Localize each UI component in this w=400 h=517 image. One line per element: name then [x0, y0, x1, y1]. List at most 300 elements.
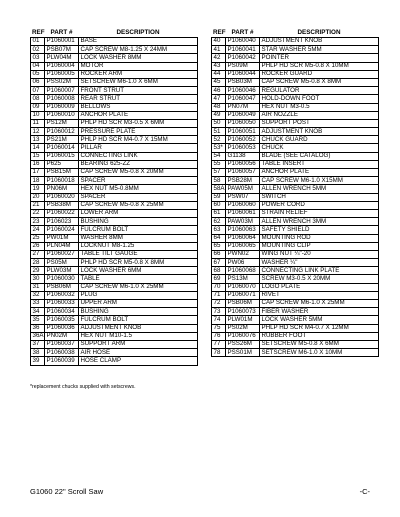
- part-number-cell: P106023: [45, 218, 79, 226]
- table-row: [31, 185, 198, 193]
- part-number-cell: P1060024: [45, 226, 79, 234]
- table-row: [212, 38, 379, 46]
- part-number-cell: P1060049: [226, 111, 260, 119]
- part-number-cell: P1060061: [226, 209, 260, 217]
- description-cell: POWER CORD: [260, 201, 379, 209]
- table-row: [31, 267, 198, 275]
- footer-page-number: -C-: [359, 487, 370, 496]
- part-number-cell: P1060044: [226, 70, 260, 78]
- part-number-cell: PSB06M: [45, 283, 79, 291]
- ref-cell: 64: [212, 234, 226, 242]
- table-row: [31, 218, 198, 226]
- part-number-cell: P1060057: [226, 169, 260, 177]
- ref-cell: 63: [212, 226, 226, 234]
- description-cell: BASE: [79, 38, 198, 46]
- ref-cell: 46: [212, 87, 226, 95]
- table-row: [31, 70, 198, 78]
- description-cell: TABLE INSERT: [260, 160, 379, 168]
- table-row: [31, 152, 198, 160]
- description-cell: REAR STRUT: [79, 95, 198, 103]
- table-row: [31, 103, 198, 111]
- part-number-cell: P1060064: [226, 234, 260, 242]
- ref-cell: 30: [31, 275, 45, 283]
- ref-cell: 66: [212, 250, 226, 258]
- table-row: [212, 119, 379, 127]
- description-cell: SETSCREW M6-1.0 X 6MM: [79, 78, 198, 86]
- table-row: [31, 357, 198, 365]
- ref-cell: 01: [31, 38, 45, 46]
- part-number-cell: P1060036: [45, 324, 79, 332]
- ref-cell: 50: [212, 119, 226, 127]
- description-cell: FRONT STRUT: [79, 87, 198, 95]
- table-row: [31, 46, 198, 54]
- table-row: [31, 332, 198, 340]
- part-number-cell: P1060033: [45, 300, 79, 308]
- description-cell: AIR HOSE: [79, 349, 198, 357]
- description-cell: RIVET: [260, 291, 379, 299]
- part-number-cell: P1060050: [226, 119, 260, 127]
- part-number-cell: PWN02: [226, 250, 260, 258]
- ref-cell: 57: [212, 169, 226, 177]
- part-number-cell: PS02M: [226, 324, 260, 332]
- ref-cell: 23: [31, 218, 45, 226]
- table-row: [212, 209, 379, 217]
- description-cell: LOCK WASHER 6MM: [79, 267, 198, 275]
- table-row: [212, 267, 379, 275]
- part-number-cell: PSB28M: [226, 177, 260, 185]
- description-cell: HOSE CLAMP: [79, 357, 198, 365]
- ref-cell: 39: [31, 357, 45, 365]
- description-cell: PHLP HD SCR M5-0.8 X 8MM: [79, 259, 198, 267]
- ref-cell: 21: [31, 201, 45, 209]
- description-cell: LOCK WASHER 8MM: [79, 54, 198, 62]
- ref-cell: 19: [31, 185, 45, 193]
- ref-cell: 34: [31, 308, 45, 316]
- part-number-cell: P1060068: [226, 267, 260, 275]
- part-number-cell: P1060009: [45, 103, 79, 111]
- part-number-cell: P1060015: [45, 152, 79, 160]
- ref-cell: 17: [31, 169, 45, 177]
- part-number-cell: G1138: [226, 152, 260, 160]
- description-cell: ANCHOR PLATE: [260, 169, 379, 177]
- description-cell: LOCK WASHER 5MM: [260, 316, 379, 324]
- ref-cell: 49: [212, 111, 226, 119]
- table-row: [212, 136, 379, 144]
- ref-cell: 51: [212, 128, 226, 136]
- table-row: [212, 201, 379, 209]
- table-row: [31, 144, 198, 152]
- part-header: PART #: [50, 29, 73, 36]
- description-cell: SUPPORT ARM: [79, 340, 198, 348]
- table-row: [212, 308, 379, 316]
- table-row: [212, 349, 379, 357]
- part-number-cell: PS13M: [226, 275, 260, 283]
- part-number-cell: P1060014: [45, 144, 79, 152]
- part-number-cell: P1060022: [45, 209, 79, 217]
- description-cell: BELLOWS: [79, 103, 198, 111]
- ref-cell: 31: [31, 283, 45, 291]
- table-row: [212, 111, 379, 119]
- table-row: [212, 332, 379, 340]
- ref-cell: 08: [31, 95, 45, 103]
- ref-cell: 12: [31, 128, 45, 136]
- ref-cell: 35: [31, 316, 45, 324]
- description-cell: FIBER WASHER: [260, 308, 379, 316]
- ref-cell: 52: [212, 136, 226, 144]
- ref-cell: 18: [31, 177, 45, 185]
- part-number-cell: P1060030: [45, 275, 79, 283]
- description-cell: CAP SCREW M6-1.0 X 25MM: [260, 300, 379, 308]
- description-cell: CAP SCREW M5-0.8 X 20MM: [79, 169, 198, 177]
- part-number-cell: PW01M: [45, 234, 79, 242]
- ref-cell: 20: [31, 193, 45, 201]
- ref-cell: 22: [31, 209, 45, 217]
- ref-cell: 16: [31, 160, 45, 168]
- table-row: [212, 193, 379, 201]
- description-cell: CAP SCREW M5-0.8 X 25MM: [79, 201, 198, 209]
- part-number-cell: PW06: [226, 259, 260, 267]
- ref-cell: 42: [212, 54, 226, 62]
- part-number-cell: P1060020: [45, 193, 79, 201]
- part-number-cell: PS12M: [45, 119, 79, 127]
- part-number-cell: PLW03M: [45, 267, 79, 275]
- ref-cell: 09: [31, 103, 45, 111]
- part-number-cell: PLN04M: [45, 242, 79, 250]
- part-number-cell: PN02M: [45, 332, 79, 340]
- part-number-cell: PSS02M: [45, 78, 79, 86]
- footnote: *replacement chucks supplied with setscrews.: [30, 384, 136, 390]
- table-row: [31, 87, 198, 95]
- description-cell: TABLE: [79, 275, 198, 283]
- description-cell: MOUNTING CLIP: [260, 242, 379, 250]
- ref-cell: 48: [212, 103, 226, 111]
- part-number-cell: P1060071: [226, 291, 260, 299]
- ref-cell: 10: [31, 111, 45, 119]
- part-number-cell: PAW05M: [226, 185, 260, 193]
- part-number-cell: P1060073: [226, 308, 260, 316]
- table-row: [212, 250, 379, 258]
- ref-cell: 59: [212, 193, 226, 201]
- ref-cell: 32: [31, 291, 45, 299]
- ref-cell: 70: [212, 283, 226, 291]
- description-cell: PHLP HD SCR M3-0.5 X 6MM: [79, 119, 198, 127]
- table-row: [212, 144, 379, 152]
- ref-cell: 24: [31, 226, 45, 234]
- description-cell: HEX NUT M3-0.5: [260, 103, 379, 111]
- ref-cell: 27: [31, 250, 45, 258]
- part-number-cell: P1060063: [226, 226, 260, 234]
- table-row: [31, 62, 198, 70]
- part-number-cell: P1060007: [45, 87, 79, 95]
- part-number-cell: PSS26M: [226, 340, 260, 348]
- part-number-cell: PSB15M: [45, 169, 79, 177]
- table-row: [212, 152, 379, 160]
- table-row: [31, 242, 198, 250]
- table-row: [212, 185, 379, 193]
- description-cell: ALLEN WRENCH 3MM: [260, 218, 379, 226]
- description-cell: STAR WASHER 5MM: [260, 46, 379, 54]
- table-row: [31, 300, 198, 308]
- table-row: [212, 259, 379, 267]
- description-cell: MOTOR: [79, 62, 198, 70]
- parts-table-right: [211, 29, 379, 357]
- part-number-cell: P1060032: [45, 291, 79, 299]
- table-row: [31, 128, 198, 136]
- part-number-cell: P1060065: [226, 242, 260, 250]
- part-number-cell: PSB06M: [226, 300, 260, 308]
- ref-cell: 65: [212, 242, 226, 250]
- ref-cell: 74: [212, 316, 226, 324]
- description-cell: ADJUSTMENT KNOB: [260, 38, 379, 46]
- ref-cell: 14: [31, 144, 45, 152]
- table-row: [31, 160, 198, 168]
- table-row: [212, 234, 379, 242]
- part-number-cell: P1060010: [45, 111, 79, 119]
- table-row: [212, 242, 379, 250]
- description-cell: WING NUT ¼"-20: [260, 250, 379, 258]
- part-number-cell: P1060046: [226, 87, 260, 95]
- part-number-cell: P1060041: [226, 46, 260, 54]
- table-header-row: [31, 29, 198, 38]
- part-number-cell: P1060052: [226, 136, 260, 144]
- ref-cell: 40: [212, 38, 226, 46]
- description-cell: CHUCK: [260, 144, 379, 152]
- description-cell: BUSHING: [79, 308, 198, 316]
- table-row: [31, 193, 198, 201]
- description-cell: HEX NUT M5-0.8MM: [79, 185, 198, 193]
- ref-cell: 13: [31, 136, 45, 144]
- ref-header: REF: [32, 29, 45, 36]
- table-row: [31, 349, 198, 357]
- ref-cell: 05: [31, 70, 45, 78]
- table-row: [31, 316, 198, 324]
- ref-cell: 72: [212, 300, 226, 308]
- table-row: [212, 300, 379, 308]
- part-number-cell: P1060037: [45, 340, 79, 348]
- part-number-cell: P1060035: [45, 316, 79, 324]
- ref-cell: 77: [212, 340, 226, 348]
- part-number-cell: PAW03M: [226, 218, 260, 226]
- part-number-cell: P1060051: [226, 128, 260, 136]
- ref-cell: 37: [31, 340, 45, 348]
- part-number-cell: P1060018: [45, 177, 79, 185]
- part-number-cell: P1060008: [45, 95, 79, 103]
- ref-cell: 44: [212, 70, 226, 78]
- table-row: [31, 250, 198, 258]
- ref-cell: 07: [31, 87, 45, 95]
- part-number-cell: P1060056: [226, 160, 260, 168]
- ref-cell: 55: [212, 160, 226, 168]
- ref-cell: 02: [31, 46, 45, 54]
- table-row: [212, 70, 379, 78]
- ref-cell: 61: [212, 209, 226, 217]
- table-row: [212, 275, 379, 283]
- table-row: [212, 218, 379, 226]
- description-cell: SETSCREW M5-0.8 X 6MM: [260, 340, 379, 348]
- description-cell: HOLD-DOWN FOOT: [260, 95, 379, 103]
- table-row: [31, 78, 198, 86]
- ref-cell: 69: [212, 275, 226, 283]
- part-number-cell: PSB03M: [226, 78, 260, 86]
- ref-cell: 58A: [213, 184, 225, 192]
- ref-cell: 36: [31, 324, 45, 332]
- part-number-cell: P1060070: [226, 283, 260, 291]
- part-number-cell: PS05M: [45, 259, 79, 267]
- description-cell: STRAIN RELIEF: [260, 209, 379, 217]
- table-row: [212, 340, 379, 348]
- description-cell: MOUNTING ROD: [260, 234, 379, 242]
- table-row: [212, 160, 379, 168]
- part-number-cell: P1060027: [45, 250, 79, 258]
- description-cell: ALLEN WRENCH 5MM: [260, 185, 379, 193]
- ref-cell: 58: [212, 177, 226, 185]
- part-number-cell: PS21M: [45, 136, 79, 144]
- description-cell: SAFETY SHIELD: [260, 226, 379, 234]
- description-header: DESCRIPTION: [116, 29, 160, 36]
- table-row: [212, 316, 379, 324]
- ref-cell: 29: [31, 267, 45, 275]
- part-number-cell: PS09M: [226, 62, 260, 70]
- table-row: [212, 169, 379, 177]
- description-cell: WASHER ¼": [260, 259, 379, 267]
- part-number-cell: PN07M: [226, 103, 260, 111]
- description-cell: HEX NUT M10-1.5: [79, 332, 198, 340]
- part-number-cell: P1060038: [45, 349, 79, 357]
- part-number-cell: P1060034: [45, 308, 79, 316]
- table-row: [212, 324, 379, 332]
- ref-cell: 06: [31, 78, 45, 86]
- description-cell: PHLP HD SCR M4-0.7 X 12MM: [260, 324, 379, 332]
- description-cell: UPPER ARM: [79, 300, 198, 308]
- description-cell: SUPPORT POST: [260, 119, 379, 127]
- description-cell: CAP SCREW M5-0.8 X 8MM: [260, 78, 379, 86]
- description-cell: SCREW M3-0.5 X 20MM: [260, 275, 379, 283]
- description-cell: BUSHING: [79, 218, 198, 226]
- description-cell: ANCHOR PLATE: [79, 111, 198, 119]
- ref-cell: 41: [212, 46, 226, 54]
- description-cell: PHLP HD SCR M5-0.8 X 10MM: [260, 62, 379, 70]
- table-row: [212, 291, 379, 299]
- footer-model: G1060 22" Scroll Saw: [30, 487, 104, 496]
- part-number-cell: P1060060: [226, 201, 260, 209]
- description-cell: SWITCH: [260, 193, 379, 201]
- part-number-cell: P1060053: [226, 144, 260, 152]
- ref-cell: 04: [31, 62, 45, 70]
- table-row: [212, 226, 379, 234]
- table-row: [31, 54, 198, 62]
- ref-cell: 73: [212, 308, 226, 316]
- description-cell: CAP SCREW M6-1.0 X 25MM: [79, 283, 198, 291]
- description-cell: LOGO PLATE: [260, 283, 379, 291]
- description-cell: CAP SCREW M6-1.0 X15MM: [260, 177, 379, 185]
- description-cell: REGULATOR: [260, 87, 379, 95]
- table-row: [31, 201, 198, 209]
- table-row: [31, 234, 198, 242]
- description-cell: BEARING 625-ZZ: [79, 160, 198, 168]
- description-cell: POINTER: [260, 54, 379, 62]
- ref-header: REF: [213, 29, 226, 36]
- description-cell: CAP SCREW M8-1.25 X 24MM: [79, 46, 198, 54]
- table-row: [31, 340, 198, 348]
- description-cell: LOWER ARM: [79, 209, 198, 217]
- table-row: [212, 54, 379, 62]
- table-row: [212, 87, 379, 95]
- ref-cell: 68: [212, 267, 226, 275]
- description-cell: FULCRUM BOLT: [79, 316, 198, 324]
- part-number-cell: P1060012: [45, 128, 79, 136]
- part-number-cell: P625: [45, 160, 79, 168]
- ref-cell: 03: [31, 54, 45, 62]
- part-number-cell: PSB07M: [45, 46, 79, 54]
- description-cell: LOCKNUT M8-1.25: [79, 242, 198, 250]
- table-row: [212, 95, 379, 103]
- description-cell: FULCRUM BOLT: [79, 226, 198, 234]
- description-cell: BLADE (SEE CATALOG): [260, 152, 379, 160]
- description-cell: WASHER 8MM: [79, 234, 198, 242]
- ref-cell: 67: [212, 259, 226, 267]
- table-row: [212, 283, 379, 291]
- description-cell: PILLAR: [79, 144, 198, 152]
- table-row: [31, 177, 198, 185]
- ref-cell: 75: [212, 324, 226, 332]
- table-row: [31, 226, 198, 234]
- description-cell: SPACER: [79, 193, 198, 201]
- ref-cell: 45: [212, 78, 226, 86]
- part-number-cell: PSB38M: [45, 201, 79, 209]
- ref-cell: 71: [212, 291, 226, 299]
- part-number-cell: P1060004: [45, 62, 79, 70]
- table-header-row: [212, 29, 379, 38]
- part-number-cell: P1060040: [226, 38, 260, 46]
- table-row: [31, 308, 198, 316]
- table-row: [31, 169, 198, 177]
- ref-cell: 15: [31, 152, 45, 160]
- ref-cell: 47: [212, 95, 226, 103]
- ref-cell: 11: [31, 119, 45, 127]
- ref-cell: 28: [31, 259, 45, 267]
- parts-table-left: [30, 29, 198, 366]
- part-number-cell: PN06M: [45, 185, 79, 193]
- table-row: [212, 78, 379, 86]
- description-cell: PRESSURE PLATE: [79, 128, 198, 136]
- description-cell: SETSCREW M6-1.0 X 10MM: [260, 349, 379, 357]
- description-cell: CHUCK GUARD: [260, 136, 379, 144]
- table-row: [212, 62, 379, 70]
- description-header: DESCRIPTION: [297, 29, 341, 36]
- description-cell: ROCKER ARM: [79, 70, 198, 78]
- ref-cell: 76: [212, 332, 226, 340]
- ref-cell: 62: [212, 218, 226, 226]
- table-row: [212, 177, 379, 185]
- description-cell: PLUG: [79, 291, 198, 299]
- table-row: [212, 46, 379, 54]
- table-row: [31, 119, 198, 127]
- ref-cell: 60: [212, 201, 226, 209]
- description-cell: SPACER: [79, 177, 198, 185]
- part-number-cell: PLW01M: [226, 316, 260, 324]
- description-cell: CONNECTING LINK PLATE: [260, 267, 379, 275]
- part-number-cell: P1060076: [226, 332, 260, 340]
- ref-cell: 38: [31, 349, 45, 357]
- ref-cell: 43: [212, 62, 226, 70]
- table-row: [31, 136, 198, 144]
- ref-cell: 33: [31, 300, 45, 308]
- table-row: [31, 283, 198, 291]
- part-number-cell: PLW04M: [45, 54, 79, 62]
- ref-cell: 26: [31, 242, 45, 250]
- description-cell: RUBBER FOOT: [260, 332, 379, 340]
- table-row: [31, 95, 198, 103]
